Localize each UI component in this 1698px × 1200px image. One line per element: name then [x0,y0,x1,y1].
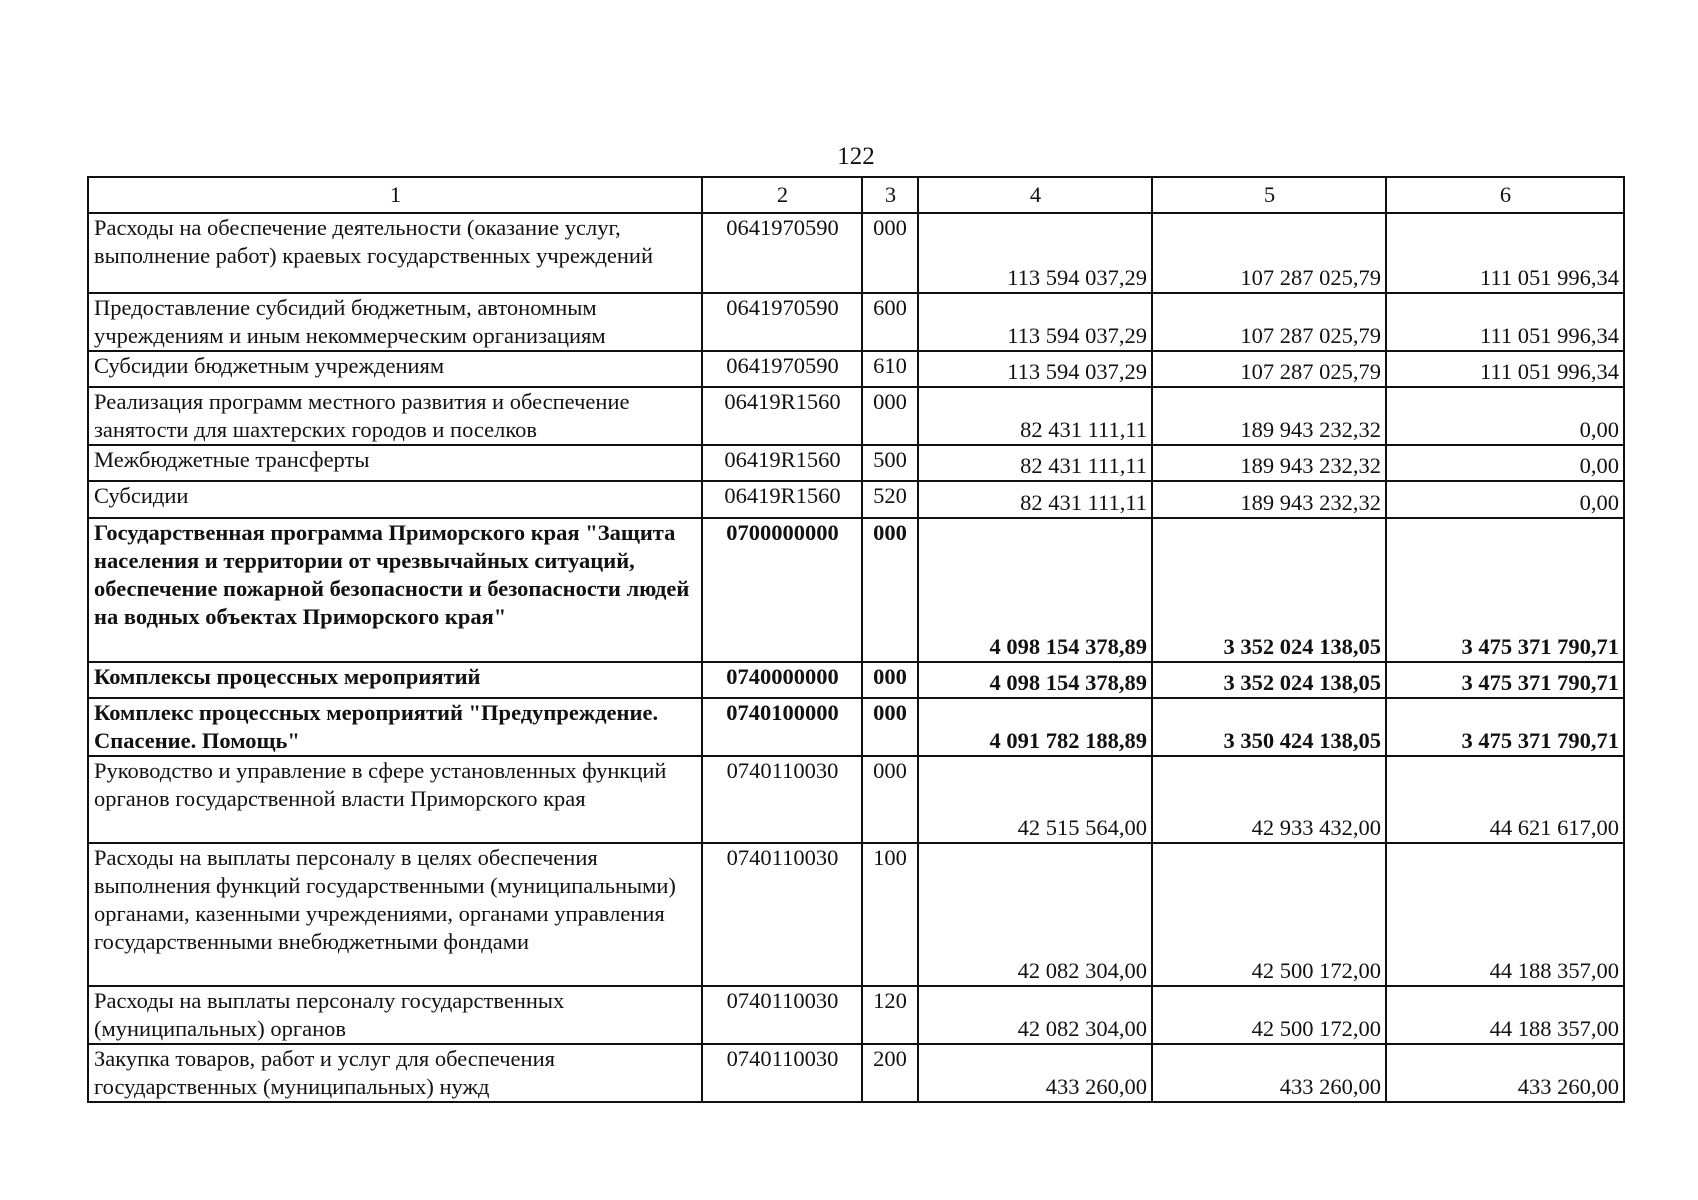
row-name-cell: Предоставление субсидий бюджетным, автономным учреждениям и иным некоммерческим организациям [88,293,702,351]
row-value-4-cell: 42 515 564,00 [918,756,1152,843]
row-value-6-cell: 44 188 357,00 [1386,986,1624,1044]
row-code-cell: 0740000000 [702,662,862,698]
row-code-cell: 0641970590 [702,351,862,387]
row-name-cell: Субсидии [88,481,702,518]
row-value-6-cell: 44 621 617,00 [1386,756,1624,843]
row-code-cell: 0740110030 [702,756,862,843]
row-value-5-cell: 189 943 232,32 [1152,481,1386,518]
table-row [88,481,1624,518]
row-value-4-cell: 4 098 154 378,89 [918,518,1152,662]
row-value-4-cell: 113 594 037,29 [918,351,1152,387]
table-row [88,518,1624,662]
row-value-4-cell: 82 431 111,11 [918,387,1152,445]
row-type-cell: 000 [862,387,918,445]
table-row [88,213,1624,293]
table-row [88,756,1624,843]
column-header-3: 3 [862,177,918,213]
column-header-4: 4 [918,177,1152,213]
table-row [88,387,1624,445]
row-name-cell: Руководство и управление в сфере установленных функций органов государственной власти Приморского края [88,756,702,843]
row-value-5-cell: 42 500 172,00 [1152,986,1386,1044]
row-code-cell: 0740110030 [702,986,862,1044]
row-code-cell: 0700000000 [702,518,862,662]
row-type-cell: 120 [862,986,918,1044]
budget-table [87,176,1625,1103]
column-header-6: 6 [1386,177,1624,213]
row-value-5-cell: 189 943 232,32 [1152,445,1386,481]
row-value-4-cell: 433 260,00 [918,1044,1152,1102]
row-name-cell: Закупка товаров, работ и услуг для обеспечения государственных (муниципальных) нужд [88,1044,702,1102]
row-value-6-cell: 0,00 [1386,387,1624,445]
row-value-5-cell: 3 350 424 138,05 [1152,698,1386,756]
row-name-cell: Комплексы процессных мероприятий [88,662,702,698]
row-value-4-cell: 113 594 037,29 [918,213,1152,293]
row-name-cell: Межбюджетные трансферты [88,445,702,481]
row-value-4-cell: 82 431 111,11 [918,481,1152,518]
row-value-6-cell: 111 051 996,34 [1386,293,1624,351]
column-header-1: 1 [88,177,702,213]
column-header-5: 5 [1152,177,1386,213]
row-code-cell: 0740110030 [702,1044,862,1102]
row-name-cell: Расходы на обеспечение деятельности (оказание услуг, выполнение работ) краевых государственных учреждений [88,213,702,293]
row-type-cell: 000 [862,756,918,843]
row-value-6-cell: 433 260,00 [1386,1044,1624,1102]
row-type-cell: 000 [862,662,918,698]
row-type-cell: 610 [862,351,918,387]
row-code-cell: 0740110030 [702,843,862,986]
row-name-cell: Расходы на выплаты персоналу государственных (муниципальных) органов [88,986,702,1044]
row-type-cell: 000 [862,518,918,662]
table-row [88,843,1624,986]
row-value-5-cell: 189 943 232,32 [1152,387,1386,445]
page-number: 122 [837,143,875,170]
row-name-cell: Субсидии бюджетным учреждениям [88,351,702,387]
row-code-cell: 06419R1560 [702,387,862,445]
row-value-4-cell: 4 098 154 378,89 [918,662,1152,698]
row-value-5-cell: 107 287 025,79 [1152,351,1386,387]
row-value-6-cell: 111 051 996,34 [1386,213,1624,293]
table-row [88,986,1624,1044]
row-value-4-cell: 42 082 304,00 [918,843,1152,986]
row-value-5-cell: 42 933 432,00 [1152,756,1386,843]
row-value-4-cell: 82 431 111,11 [918,445,1152,481]
row-value-6-cell: 3 475 371 790,71 [1386,518,1624,662]
table-row [88,351,1624,387]
row-code-cell: 06419R1560 [702,481,862,518]
row-value-6-cell: 3 475 371 790,71 [1386,698,1624,756]
row-value-5-cell: 42 500 172,00 [1152,843,1386,986]
row-type-cell: 500 [862,445,918,481]
row-name-cell: Реализация программ местного развития и обеспечение занятости для шахтерских городов и поселков [88,387,702,445]
row-name-cell: Комплекс процессных мероприятий "Предупреждение. Спасение. Помощь" [88,698,702,756]
row-value-5-cell: 107 287 025,79 [1152,213,1386,293]
column-header-2: 2 [702,177,862,213]
row-type-cell: 000 [862,213,918,293]
row-value-6-cell: 0,00 [1386,481,1624,518]
row-value-6-cell: 111 051 996,34 [1386,351,1624,387]
row-value-4-cell: 113 594 037,29 [918,293,1152,351]
row-type-cell: 200 [862,1044,918,1102]
row-value-5-cell: 107 287 025,79 [1152,293,1386,351]
row-value-6-cell: 0,00 [1386,445,1624,481]
row-value-5-cell: 3 352 024 138,05 [1152,662,1386,698]
table-row [88,293,1624,351]
table-row [88,698,1624,756]
table-row [88,662,1624,698]
row-code-cell: 06419R1560 [702,445,862,481]
row-type-cell: 600 [862,293,918,351]
row-type-cell: 520 [862,481,918,518]
row-name-cell: Расходы на выплаты персоналу в целях обеспечения выполнения функций государственными (муниципальными) органами, казенными учреждениями, органами управления государственными внебюджетными фондами [88,843,702,986]
row-code-cell: 0641970590 [702,213,862,293]
header-row [88,177,1624,213]
row-code-cell: 0641970590 [702,293,862,351]
row-type-cell: 100 [862,843,918,986]
row-value-6-cell: 44 188 357,00 [1386,843,1624,986]
row-value-4-cell: 4 091 782 188,89 [918,698,1152,756]
table-row [88,1044,1624,1102]
row-value-4-cell: 42 082 304,00 [918,986,1152,1044]
table-row [88,445,1624,481]
row-value-6-cell: 3 475 371 790,71 [1386,662,1624,698]
row-type-cell: 000 [862,698,918,756]
row-name-cell: Государственная программа Приморского края "Защита населения и территории от чрезвычайных ситуаций, обеспечение пожарной безопасности и безопасности людей на водных объектах Приморского края" [88,518,702,662]
row-code-cell: 0740100000 [702,698,862,756]
row-value-5-cell: 433 260,00 [1152,1044,1386,1102]
row-value-5-cell: 3 352 024 138,05 [1152,518,1386,662]
